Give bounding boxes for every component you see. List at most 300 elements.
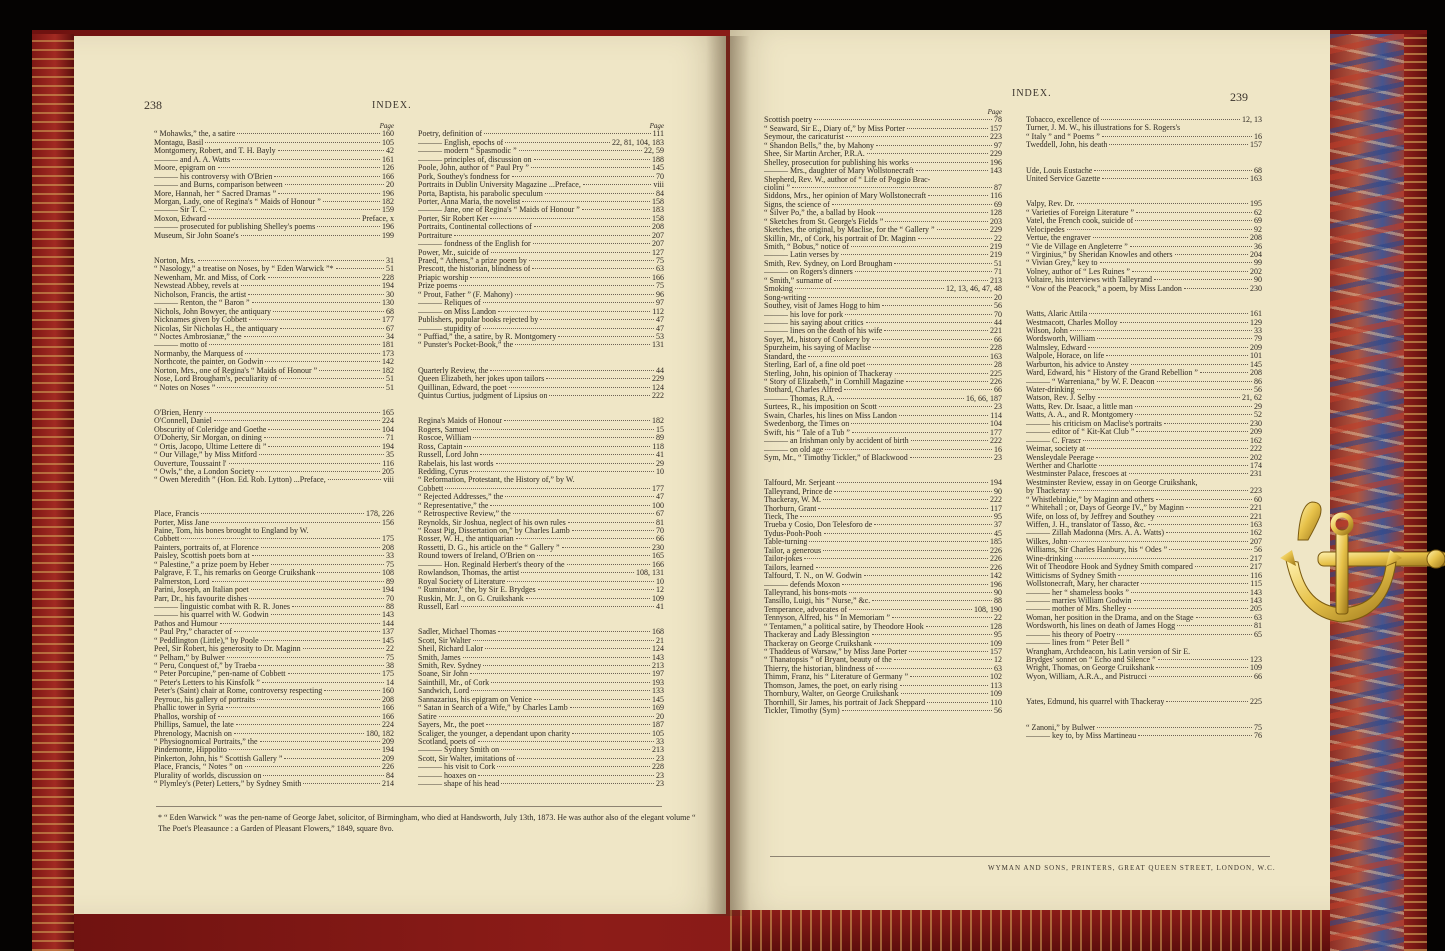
index-entry — [1026, 234, 1262, 242]
dot-leader — [245, 353, 380, 354]
index-gap — [1026, 293, 1262, 301]
dot-leader — [459, 285, 654, 286]
index-page-ref: 21, 62 — [1242, 393, 1262, 403]
index-page-ref: 78 — [994, 115, 1002, 125]
index-entry-text: Smith, Rev. Sydney, on Lord Brougham — [764, 259, 893, 268]
dot-leader — [842, 710, 992, 711]
dot-leader — [1100, 262, 1253, 263]
index-page-ref: 75 — [386, 559, 394, 569]
dot-leader — [531, 167, 650, 168]
index-entry — [154, 687, 394, 695]
index-entry-text: Tydus-Pooh-Pooh — [764, 529, 822, 538]
page-column-heading: Page — [649, 122, 664, 130]
dot-leader — [516, 538, 654, 539]
index-entry-text: “ Thaddeus of Warsaw,” by Miss Jane Porter — [764, 648, 907, 656]
index-entry — [764, 201, 1002, 209]
index-entry — [764, 597, 1002, 605]
index-page-ref: 202 — [1250, 452, 1262, 462]
index-entry — [764, 116, 1002, 124]
index-entry — [1026, 622, 1262, 630]
dot-leader — [257, 699, 380, 700]
index-page-ref: 118 — [652, 441, 664, 451]
index-entry — [764, 437, 1002, 445]
index-entry — [418, 485, 664, 493]
index-entry — [1026, 378, 1262, 386]
index-gap — [154, 240, 394, 248]
index-page-ref: 90 — [1254, 275, 1262, 285]
index-entry-text: Porta, Baptista, his parabolic speculum — [418, 189, 543, 198]
index-entry — [764, 344, 1002, 352]
index-entry-text: “ Ruminator,” the, by Sir E. Brydges — [418, 586, 536, 595]
dot-leader — [800, 516, 992, 517]
dot-leader — [268, 429, 380, 430]
dot-leader — [473, 437, 654, 438]
index-entry — [1026, 243, 1262, 251]
index-entry-text: ——— his saying about critics — [764, 318, 864, 327]
index-page-ref: 175 — [382, 534, 394, 544]
dot-leader — [1069, 541, 1248, 542]
index-gap — [418, 409, 664, 417]
index-page-ref: 196 — [382, 222, 394, 232]
index-entry — [764, 327, 1002, 335]
index-entry-text: Poetry, definition of — [418, 130, 483, 139]
index-page-ref: 12, 13, 46, 47, 48 — [946, 284, 1002, 294]
index-page-ref: 222 — [1250, 444, 1262, 454]
dot-leader — [439, 716, 654, 717]
dot-leader — [1083, 440, 1248, 441]
index-entry — [154, 434, 394, 442]
index-entry — [154, 637, 394, 645]
index-entry-text: Scott, Sir Walter — [418, 636, 471, 645]
index-entry-text: ——— fondness of the English for — [418, 240, 531, 249]
dot-leader — [877, 212, 988, 213]
index-entry-text: Wrangham, Archdeacon, his Latin version of Sir E. — [1026, 647, 1191, 656]
index-entry-text: Wordsworth, William — [1026, 335, 1096, 344]
index-page-ref: 207 — [652, 230, 664, 240]
index-page-ref: 158 — [652, 196, 664, 206]
index-entry — [764, 682, 1002, 690]
index-entry-text: Power, Mr., suicide of — [418, 248, 489, 257]
index-page-ref: 185 — [990, 537, 1002, 547]
index-entry — [764, 631, 1002, 639]
dot-leader — [1138, 735, 1252, 736]
index-page-ref: 221 — [1250, 503, 1262, 513]
index-page-ref: 197 — [652, 669, 664, 679]
index-page-ref: 29 — [656, 458, 664, 468]
dot-leader — [845, 314, 992, 315]
index-page-ref: 12, 13 — [1242, 116, 1262, 124]
index-entry — [764, 395, 1002, 403]
index-entry — [1026, 597, 1262, 605]
index-page-ref: 90 — [994, 486, 1002, 496]
index-entry-text: “ Noctes Ambrosianæ,” the — [154, 332, 242, 341]
index-page-ref: 22, 59 — [644, 146, 664, 156]
index-page-ref: 195 — [1250, 199, 1262, 209]
index-page-ref: 163 — [1250, 174, 1262, 184]
index-entry — [1026, 175, 1262, 183]
index-page-ref: 145 — [1250, 359, 1262, 369]
index-gap — [1026, 192, 1262, 200]
index-entry — [418, 738, 664, 746]
dot-leader — [490, 505, 650, 506]
index-entry-text: Prize poems — [418, 282, 458, 291]
index-entry-text: Temperance, advocates of — [764, 605, 848, 614]
index-entry-text: Nicolas, Sir Nicholas H., the antiquary — [154, 324, 278, 333]
index-entry — [154, 755, 394, 763]
index-entry — [764, 370, 1002, 378]
index-entry-text: Wyon, William, A.R.A., and Pistrucci — [1026, 672, 1147, 681]
index-entry-text: Tailor, a generous — [764, 546, 822, 555]
dot-leader — [261, 547, 380, 548]
index-entry — [154, 265, 394, 273]
dot-leader — [533, 243, 650, 244]
index-entry — [418, 190, 664, 198]
index-entry-text: by Thackeray — [1026, 487, 1070, 496]
index-page-ref: 230 — [652, 542, 664, 552]
left-page — [74, 36, 726, 914]
index-entry — [418, 451, 664, 459]
dot-leader — [268, 277, 380, 278]
index-entry-text: Parr, Dr., his favourite dishes — [154, 594, 248, 603]
index-entry — [1026, 369, 1262, 377]
index-entry-text: Talleyrand, Prince de — [764, 487, 833, 496]
index-entry — [1026, 454, 1262, 462]
index-entry-text: Thackeray, W. M. — [764, 496, 822, 505]
index-gap — [154, 502, 394, 510]
index-entry-text: Wit of Theodore Hook and Sydney Smith compared — [1026, 563, 1193, 572]
index-entry-text: “ Roast Pig, Dissertation on,” by Charles Lamb — [418, 527, 570, 535]
index-entry-text: Portraits in Dublin University Magazine ...Preface, — [418, 181, 581, 190]
dot-leader — [278, 150, 384, 151]
index-entry-text: Queen Elizabeth, her jokes upon tailors — [418, 375, 545, 384]
index-entry-text: ——— Renton, the “ Baron ” — [154, 299, 250, 308]
index-entry-text: Ross, Captain — [418, 442, 463, 451]
index-entry — [1026, 259, 1262, 267]
index-entry — [764, 150, 1002, 158]
index-entry — [764, 479, 1002, 487]
dot-leader — [892, 617, 992, 618]
index-page-ref: 128 — [990, 621, 1002, 631]
index-entry — [764, 125, 1002, 133]
dot-leader — [517, 758, 654, 759]
dot-leader — [220, 623, 380, 624]
index-entry — [418, 780, 664, 788]
dot-leader — [844, 389, 992, 390]
index-entry — [418, 721, 664, 729]
index-page-ref: 12 — [656, 585, 664, 595]
index-entry — [764, 159, 1002, 167]
index-entry-text: Thimm, Franz, his “ Literature of Germany ” — [764, 673, 909, 682]
index-entry — [154, 611, 394, 619]
index-page-ref: 66 — [994, 334, 1002, 344]
index-entry-text: Quintus Curtius, judgment of Lipsius on — [418, 392, 548, 400]
index-entry — [1026, 217, 1262, 225]
index-entry — [418, 713, 664, 721]
dot-leader — [1118, 575, 1248, 576]
index-entry — [154, 662, 394, 670]
dot-leader — [795, 288, 944, 289]
index-page-ref: 71 — [386, 433, 394, 443]
index-entry — [764, 133, 1002, 141]
index-entry — [1026, 538, 1262, 546]
index-page-ref: 130 — [382, 298, 394, 308]
index-entry-text: Quillinan, Edward, the poet — [418, 383, 507, 392]
dot-leader — [480, 454, 654, 455]
dot-leader — [1128, 608, 1248, 609]
index-entry — [154, 367, 394, 375]
index-entry — [764, 513, 1002, 521]
index-page-ref: 86 — [1254, 376, 1262, 386]
index-entry — [418, 561, 664, 569]
index-entry — [154, 544, 394, 552]
index-entry-text: ——— his quarrel with W. Godwin — [154, 611, 269, 620]
index-entry — [418, 637, 664, 645]
index-entry-text: Shepherd, Rev. W., author of “ Life of Poggio Brac- — [764, 175, 931, 184]
dot-leader — [1135, 414, 1252, 415]
dot-leader — [937, 229, 988, 230]
dot-leader — [834, 280, 988, 281]
index-entry-text: “ Varieties of Foreign Literature ” — [1026, 208, 1135, 217]
index-entry-text: Wife, on loss of, by Jeffrey and Southey — [1026, 512, 1155, 521]
index-page-ref: 208 — [1250, 368, 1262, 378]
index-entry-text: ——— Sir T. C. — [154, 206, 207, 215]
index-entry-text: “ Paul Pry,” character of — [154, 628, 232, 637]
dot-leader — [1184, 288, 1248, 289]
index-entry-text: ——— English, epochs of — [418, 138, 504, 147]
index-page-ref: 35 — [386, 450, 394, 460]
dot-leader — [823, 499, 988, 500]
index-entry-text: O'Doherty, Sir Morgan, on dining — [154, 434, 262, 443]
index-page-ref: 104 — [382, 424, 394, 434]
dot-leader — [572, 733, 650, 734]
index-entry-text: Soyer, M., history of Cookery by — [764, 335, 870, 344]
index-entry-text: Westmacott, Charles Molloy — [1026, 318, 1118, 327]
index-entry — [418, 595, 664, 603]
dot-leader — [471, 429, 654, 430]
index-page-ref: 23 — [994, 402, 1002, 412]
index-entry — [764, 285, 1002, 293]
index-entry-text: Talfourd, Mr. Serjeant — [764, 479, 835, 488]
index-page-ref: 219 — [990, 250, 1002, 260]
index-entry — [1026, 209, 1262, 217]
index-entry — [154, 223, 394, 231]
dot-leader — [842, 584, 988, 585]
dot-leader — [816, 567, 988, 568]
index-page-ref: 79 — [1254, 334, 1262, 344]
index-entry — [418, 139, 664, 147]
index-entry-text: Water-drinking — [1026, 386, 1075, 394]
index-page-ref: 66 — [994, 385, 1002, 395]
index-entry-text: Quarterly Review, the — [418, 366, 489, 375]
index-entry-text: “ Punster's Pocket-Book,” the — [418, 341, 514, 350]
index-entry — [1026, 698, 1262, 706]
index-entry — [154, 738, 394, 746]
dot-leader — [918, 238, 992, 239]
index-page-ref: 222 — [652, 391, 664, 400]
index-entry — [1026, 555, 1262, 563]
index-entry — [418, 578, 664, 586]
index-entry-text: ——— hoaxes on — [418, 771, 477, 780]
index-entry-text: Watts, Alaric Attila — [1026, 310, 1088, 319]
index-page-ref: 177 — [652, 483, 664, 493]
dot-leader — [264, 437, 384, 438]
index-entry-text: Ward, Edward, his “ History of the Grand Rebellion ” — [1026, 369, 1198, 378]
index-entry — [154, 139, 394, 147]
index-entry-text: ——— on old age — [764, 445, 824, 454]
index-entry-text: ——— her “ shameless books ” — [1026, 588, 1129, 597]
index-entry — [418, 325, 664, 333]
index-entry — [154, 670, 394, 678]
index-entry-text: Witticisms of Sydney Smith — [1026, 571, 1117, 580]
dot-leader — [271, 564, 384, 565]
dot-leader — [521, 572, 634, 573]
index-entry-text: “ Prout, Father ” (F. Mahony) — [418, 290, 513, 299]
index-page-ref: 159 — [382, 205, 394, 215]
dot-leader — [549, 395, 650, 396]
dot-leader — [583, 184, 651, 185]
index-entry-text: Seymour, the caricaturist — [764, 133, 844, 142]
index-page-ref: 144 — [382, 618, 394, 628]
index-entry — [418, 341, 664, 349]
dot-leader — [572, 530, 654, 531]
index-page-ref: 177 — [990, 427, 1002, 437]
index-entry-text: Normanby, the Marquess of — [154, 349, 244, 358]
index-entry — [764, 614, 1002, 622]
index-page-ref: 51 — [994, 258, 1002, 268]
index-page-ref: 16, 66, 187 — [966, 393, 1002, 403]
left-index-column-1 — [154, 122, 394, 812]
index-page-ref: 113 — [990, 680, 1002, 690]
dot-leader — [336, 268, 384, 269]
index-page-ref: 213 — [652, 661, 664, 670]
index-entry — [764, 530, 1002, 538]
index-gap — [1026, 707, 1262, 715]
index-page-ref: 109 — [990, 689, 1002, 699]
dot-leader — [1166, 532, 1248, 533]
right-page — [730, 30, 1330, 910]
index-entry — [418, 156, 664, 164]
index-entry-text: Peter's (Saint) chair at Rome, controversy respecting — [154, 687, 323, 696]
dot-leader — [824, 533, 992, 534]
index-entry-text: “ Shandon Bells,” the, by Mahony — [764, 141, 874, 150]
index-page-ref: 228 — [990, 343, 1002, 353]
index-entry — [764, 378, 1002, 386]
dot-leader — [910, 457, 992, 458]
index-entry-text: Walmsley, Edward — [1026, 343, 1087, 352]
index-entry — [1026, 656, 1262, 664]
index-page-ref: 160 — [382, 129, 394, 139]
index-entry-text: Spurzheim, his saying of Maclise — [764, 344, 871, 353]
index-entry-text: Rosser, W. H., the antiquarian — [418, 535, 514, 544]
index-entry-text: Turner, J. M. W., his illustrations for S. Rogers's — [1026, 124, 1181, 133]
index-page-ref: 63 — [994, 663, 1002, 673]
index-entry-text: ——— lines on the death of his wife — [764, 327, 883, 336]
index-entry — [1026, 167, 1262, 175]
index-entry — [764, 353, 1002, 361]
index-page-ref: 143 — [382, 610, 394, 620]
dot-leader — [248, 294, 384, 295]
dot-leader — [252, 302, 380, 303]
index-entry — [764, 176, 1002, 184]
index-entry-text: “ Peru, Conquest of,” by Traeba — [154, 662, 257, 670]
dot-leader — [837, 398, 964, 399]
dot-leader — [818, 508, 988, 509]
index-entry-text: Peyrouc, his gallery of portraits — [154, 695, 256, 704]
index-entry — [418, 552, 664, 560]
dot-leader — [1093, 237, 1248, 238]
index-page-ref: 226 — [990, 545, 1002, 555]
dot-leader — [1157, 516, 1248, 517]
index-entry-text: Southey, visit of James Hogg to him — [764, 302, 881, 311]
dot-leader — [837, 482, 988, 483]
index-page-ref: 161 — [382, 154, 394, 164]
index-page-ref: 169 — [652, 703, 664, 713]
index-entry — [154, 519, 394, 527]
index-entry — [418, 392, 664, 400]
index-page-ref: 225 — [990, 368, 1002, 378]
index-entry-text: Table-turning — [764, 538, 808, 547]
index-entry — [154, 282, 394, 290]
index-page-ref: 62 — [1254, 207, 1262, 217]
index-entry-text: Pinkerton, John, his “ Scottish Gallery ” — [154, 754, 283, 763]
index-page-ref: 230 — [1250, 418, 1262, 428]
index-entry — [154, 595, 394, 603]
index-entry — [1026, 394, 1262, 402]
index-page-ref: 204 — [1250, 250, 1262, 259]
index-page-ref: 33 — [1254, 325, 1262, 335]
index-entry-text: ——— his visit to Cork — [418, 763, 496, 772]
index-entry-text: Portraiture — [418, 231, 453, 240]
dot-leader — [271, 614, 380, 615]
index-entry-text: Redding, Cyrus — [418, 467, 469, 476]
index-entry-text: ——— editor of “ Kit-Kat Club ” — [1026, 428, 1135, 437]
dot-leader — [545, 193, 654, 194]
dot-leader — [285, 184, 384, 185]
index-entry-text: Nose, Lord Brougham's, peculiarity of — [154, 375, 278, 384]
index-entry-text: ——— Hon. Reginald Herbert's theory of the — [418, 560, 565, 569]
index-page-ref: 117 — [990, 503, 1002, 513]
dot-leader — [1135, 220, 1252, 221]
index-page-ref: 95 — [994, 630, 1002, 640]
index-entry — [154, 409, 394, 417]
index-entry — [418, 746, 664, 754]
right-index-column-2 — [1026, 116, 1262, 816]
index-entry-text: “ Peddlington (Little),” by Poole — [154, 636, 259, 645]
index-entry — [418, 704, 664, 712]
index-entry — [154, 173, 394, 181]
index-entry — [1026, 251, 1262, 259]
index-entry-text: “ Whistlebinkie,” by Maginn and others — [1026, 495, 1154, 504]
index-page-ref: 124 — [652, 382, 664, 392]
dot-leader — [227, 657, 384, 658]
index-page-ref: 37 — [994, 520, 1002, 530]
page-column-heading: Page — [379, 122, 394, 130]
index-entry-text: Plurality of worlds, discussion on — [154, 771, 262, 780]
index-page-ref: 23 — [656, 753, 664, 763]
index-entry-text: ——— Sydney Smith on — [418, 746, 500, 755]
dot-leader — [232, 159, 380, 160]
dot-leader — [872, 339, 992, 340]
index-page-ref: 95 — [994, 512, 1002, 521]
index-page-ref: 100 — [652, 500, 664, 510]
dot-leader — [470, 673, 650, 674]
index-page-ref: 66 — [656, 534, 664, 544]
dot-leader — [1120, 322, 1248, 323]
index-entry — [764, 235, 1002, 243]
index-entry-text: Satire — [418, 712, 437, 721]
index-entry-text: “ Vie de Village en Angleterre ” — [1026, 242, 1128, 251]
index-entry-text: Publishers, popular books rejected by — [418, 316, 539, 325]
